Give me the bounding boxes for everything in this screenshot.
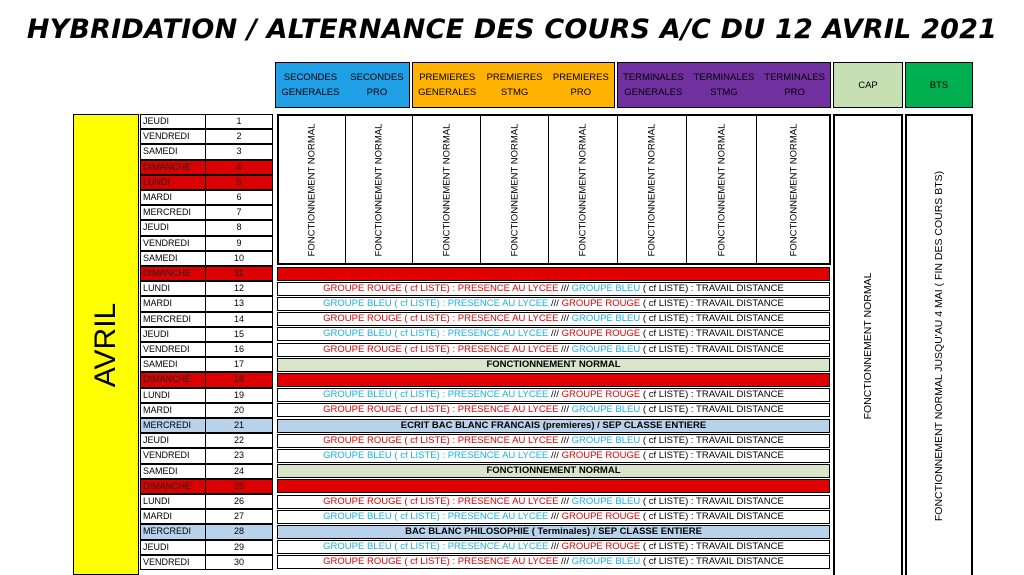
day-row <box>140 327 273 342</box>
day-row <box>140 494 273 509</box>
band-segment: GROUPE BLEU <box>571 282 641 294</box>
day-row <box>140 342 273 357</box>
band-segment: /// <box>558 313 572 325</box>
day-name: JEUDI <box>140 114 206 129</box>
schedule-band <box>277 449 830 463</box>
day-name: MARDI <box>140 509 206 524</box>
schedule-band <box>277 434 830 448</box>
day-number: 30 <box>206 555 273 570</box>
band-segment: ( cf LISTE) : TRAVAIL DISTANCE <box>640 541 784 553</box>
band-segment: ( cf LISTE) : TRAVAIL DISTANCE <box>640 298 784 309</box>
day-row <box>140 175 273 190</box>
schedule-band <box>277 540 830 554</box>
header-bts <box>905 62 973 108</box>
day-number: 3 <box>206 144 273 159</box>
normal-column-text: FONCTIONNEMENT NORMAL <box>441 123 452 256</box>
day-number: 29 <box>206 540 273 555</box>
header-terminales-label: TERMINALES STMG <box>693 72 755 98</box>
day-row <box>140 372 273 387</box>
schedule-band <box>277 464 830 478</box>
day-row <box>140 509 273 524</box>
day-name: DIMANCHE <box>140 266 206 281</box>
band-segment: /// <box>548 541 562 553</box>
day-number: 4 <box>206 160 273 175</box>
day-name: MARDI <box>140 403 206 418</box>
day-number: 18 <box>206 372 273 387</box>
header-secondes-label: SECONDES GENERALES <box>281 72 340 98</box>
day-row <box>140 403 273 418</box>
normal-column <box>548 114 617 265</box>
day-number: 7 <box>206 205 273 220</box>
band-segment: FONCTIONNEMENT NORMAL <box>486 465 621 477</box>
band-segment: ( cf LISTE) : TRAVAIL DISTANCE <box>640 404 784 416</box>
band-segment: GROUPE ROUGE <box>561 541 641 553</box>
day-number: 1 <box>206 114 273 129</box>
day-row <box>140 464 273 479</box>
normal-column-text: FONCTIONNEMENT NORMAL <box>373 123 385 256</box>
band-segment: GROUPE BLEU ( cf LISTE) : PRESENCE AU LYCEE <box>323 450 549 461</box>
day-row <box>140 160 273 175</box>
normal-column <box>277 114 345 265</box>
day-name: VENDREDI <box>140 236 206 251</box>
band-segment: /// <box>558 282 572 294</box>
day-number: 27 <box>206 509 273 524</box>
day-row <box>140 312 273 327</box>
band-segment: /// <box>558 495 572 507</box>
schedule-band <box>277 267 830 281</box>
band-segment: GROUPE ROUGE ( cf LISTE) : PRESENCE AU LYCEE <box>323 282 559 294</box>
header-cap-label: CAP <box>858 79 878 91</box>
schedule-band <box>277 555 830 569</box>
header-premieres <box>412 62 615 108</box>
header-terminales <box>617 62 831 108</box>
band-segment: GROUPE BLEU ( cf LISTE) : PRESENCE AU LYCEE <box>323 389 549 401</box>
day-name: LUNDI <box>140 494 206 509</box>
band-segment: GROUPE BLEU <box>571 313 641 325</box>
day-number: 28 <box>206 524 273 539</box>
cap-column <box>833 114 903 575</box>
band-segment: GROUPE ROUGE <box>561 510 641 522</box>
day-number: 24 <box>206 464 273 479</box>
day-name: VENDREDI <box>140 448 206 463</box>
day-name: SAMEDI <box>140 464 206 479</box>
band-segment: GROUPE ROUGE ( cf LISTE) : PRESENCE AU LYCEE <box>323 434 559 446</box>
band-segment: GROUPE ROUGE ( cf LISTE) : PRESENCE AU LYCEE <box>323 495 559 507</box>
day-name: DIMANCHE <box>140 479 206 494</box>
day-number: 26 <box>206 494 273 509</box>
band-segment: GROUPE BLEU <box>571 404 641 416</box>
schedule-band <box>277 479 830 493</box>
day-name: MERCREDI <box>140 312 206 327</box>
schedule-band <box>277 297 830 311</box>
day-name: VENDREDI <box>140 129 206 144</box>
schedule-band <box>277 282 830 296</box>
band-segment: /// <box>558 343 572 355</box>
day-name: JEUDI <box>140 433 206 448</box>
bts-text: FONCTIONNEMENT NORMAL JUSQU'AU 4 MAI ( FIN DES COURS BTS) <box>933 170 945 521</box>
header-secondes <box>275 62 410 108</box>
day-number: 6 <box>206 190 273 205</box>
schedule-band <box>277 312 830 326</box>
header-terminales-label: TERMINALES PRO <box>764 72 825 98</box>
day-name: DIMANCHE <box>140 372 206 387</box>
cap-text: FONCTIONNEMENT NORMAL <box>862 272 874 419</box>
day-row <box>140 114 273 129</box>
day-name: MARDI <box>140 190 206 205</box>
band-segment: /// <box>558 434 572 446</box>
band-segment: GROUPE BLEU <box>571 434 641 446</box>
page-title: HYBRIDATION / ALTERNANCE DES COURS A/C DU 12 AVRIL 2021 <box>26 14 998 45</box>
band-segment: ( cf LISTE) : TRAVAIL DISTANCE <box>640 282 784 294</box>
day-number: 2 <box>206 129 273 144</box>
band-segment: GROUPE ROUGE <box>561 389 641 401</box>
day-number: 8 <box>206 220 273 235</box>
day-row <box>140 281 273 296</box>
band-segment: GROUPE BLEU <box>571 495 641 507</box>
normal-column <box>756 114 831 265</box>
day-row <box>140 418 273 433</box>
band-segment: GROUPE BLEU ( cf LISTE) : PRESENCE AU LYCEE <box>323 298 549 309</box>
bts-column <box>905 114 973 575</box>
band-segment: /// <box>548 450 562 461</box>
day-row <box>140 205 273 220</box>
day-row <box>140 540 273 555</box>
header-bts-label: BTS <box>929 79 949 91</box>
band-segment: ( cf LISTE) : TRAVAIL DISTANCE <box>640 313 784 325</box>
day-name: SAMEDI <box>140 251 206 266</box>
month-label <box>73 114 139 575</box>
band-segment: FONCTIONNEMENT NORMAL <box>486 358 621 370</box>
day-row <box>140 251 273 266</box>
schedule-band <box>277 358 830 372</box>
day-name: VENDREDI <box>140 555 206 570</box>
header-premieres-label: PREMIERES GENERALES <box>418 72 477 98</box>
day-name: JEUDI <box>140 327 206 342</box>
band-segment: GROUPE BLEU ( cf LISTE) : PRESENCE AU LYCEE <box>323 541 549 553</box>
day-name: SAMEDI <box>140 144 206 159</box>
band-segment: GROUPE ROUGE ( cf LISTE) : PRESENCE AU LYCEE <box>323 556 559 568</box>
band-segment: ( cf LISTE) : TRAVAIL DISTANCE <box>640 556 784 568</box>
normal-column <box>412 114 480 265</box>
day-name: MERCREDI <box>140 524 206 539</box>
band-segment: /// <box>548 298 562 309</box>
band-segment: ECRIT BAC BLANC FRANCAIS (premieres) / SEP CLASSE ENTIERE <box>400 419 707 431</box>
day-number: 23 <box>206 448 273 463</box>
header-cap <box>833 62 903 108</box>
day-name: MARDI <box>140 296 206 311</box>
day-number: 13 <box>206 296 273 311</box>
day-name: JEUDI <box>140 540 206 555</box>
day-number: 20 <box>206 403 273 418</box>
normal-column <box>686 114 756 265</box>
schedule-band <box>277 403 830 417</box>
day-number: 21 <box>206 418 273 433</box>
day-name: DIMANCHE <box>140 160 206 175</box>
header-terminales-label: TERMINALES GENERALES <box>622 72 684 98</box>
band-segment: ( cf LISTE) : TRAVAIL DISTANCE <box>640 328 784 340</box>
day-row <box>140 144 273 159</box>
day-row <box>140 433 273 448</box>
schedule-band <box>277 388 830 402</box>
day-name: SAMEDI <box>140 357 206 372</box>
day-row <box>140 296 273 311</box>
band-segment: ( cf LISTE) : TRAVAIL DISTANCE <box>640 343 784 355</box>
normal-column-text: FONCTIONNEMENT NORMAL <box>577 123 589 256</box>
band-segment: BAC BLANC PHILOSOPHIE ( Terminales) / SEP CLASSE ENTIERE <box>405 526 702 537</box>
day-number: 14 <box>206 312 273 327</box>
day-number: 5 <box>206 175 273 190</box>
day-number: 9 <box>206 236 273 251</box>
band-segment: /// <box>548 389 562 401</box>
schedule-band <box>277 343 830 357</box>
day-number: 12 <box>206 281 273 296</box>
normal-column-text: FONCTIONNEMENT NORMAL <box>646 123 658 256</box>
header-premieres-label: PREMIERES STMG <box>486 72 543 98</box>
band-segment: ( cf LISTE) : TRAVAIL DISTANCE <box>640 450 784 461</box>
day-number: 15 <box>206 327 273 342</box>
day-row <box>140 220 273 235</box>
band-segment: GROUPE BLEU ( cf LISTE) : PRESENCE AU LYCEE <box>323 510 549 522</box>
day-row <box>140 388 273 403</box>
band-segment: ( cf LISTE) : TRAVAIL DISTANCE <box>640 495 784 507</box>
day-name: MERCREDI <box>140 205 206 220</box>
normal-column-text: FONCTIONNEMENT NORMAL <box>788 123 800 256</box>
day-number: 10 <box>206 251 273 266</box>
day-number: 19 <box>206 388 273 403</box>
schedule-band <box>277 373 830 387</box>
day-name: VENDREDI <box>140 342 206 357</box>
schedule-band <box>277 510 830 524</box>
day-row <box>140 357 273 372</box>
day-number: 17 <box>206 357 273 372</box>
day-name: LUNDI <box>140 281 206 296</box>
day-row <box>140 555 273 570</box>
day-name: LUNDI <box>140 175 206 190</box>
day-name: LUNDI <box>140 388 206 403</box>
normal-column <box>617 114 686 265</box>
day-row <box>140 266 273 281</box>
day-number: 16 <box>206 342 273 357</box>
day-row <box>140 236 273 251</box>
day-row <box>140 190 273 205</box>
header-secondes-label: SECONDES PRO <box>350 72 404 98</box>
normal-column-text: FONCTIONNEMENT NORMAL <box>509 123 520 256</box>
band-segment: GROUPE ROUGE ( cf LISTE) : PRESENCE AU LYCEE <box>323 343 559 355</box>
normal-column-text: FONCTIONNEMENT NORMAL <box>306 123 317 256</box>
schedule-band <box>277 525 830 539</box>
day-row <box>140 129 273 144</box>
day-number: 11 <box>206 266 273 281</box>
day-row <box>140 479 273 494</box>
band-segment: GROUPE BLEU <box>571 556 641 568</box>
day-row <box>140 448 273 463</box>
day-name: MERCREDI <box>140 418 206 433</box>
schedule-band <box>277 419 830 433</box>
band-segment: ( cf LISTE) : TRAVAIL DISTANCE <box>640 510 784 522</box>
band-segment: /// <box>558 556 572 568</box>
band-segment: GROUPE BLEU ( cf LISTE) : PRESENCE AU LYCEE <box>323 328 549 340</box>
band-segment: /// <box>548 510 562 522</box>
day-name: JEUDI <box>140 220 206 235</box>
band-segment: ( cf LISTE) : TRAVAIL DISTANCE <box>640 389 784 401</box>
normal-column-text: FONCTIONNEMENT NORMAL <box>716 123 727 256</box>
band-segment: GROUPE ROUGE <box>561 450 641 461</box>
schedule-band <box>277 495 830 509</box>
band-segment: GROUPE BLEU <box>571 343 641 355</box>
band-segment: GROUPE ROUGE <box>561 328 641 340</box>
day-number: 22 <box>206 433 273 448</box>
band-segment: GROUPE ROUGE ( cf LISTE) : PRESENCE AU LYCEE <box>323 404 559 416</box>
header-premieres-label: PREMIERES PRO <box>552 72 609 98</box>
band-segment: ( cf LISTE) : TRAVAIL DISTANCE <box>640 434 784 446</box>
month-text: AVRIL <box>89 302 122 387</box>
band-segment: /// <box>548 328 562 340</box>
schedule-band <box>277 327 830 341</box>
normal-column <box>345 114 412 265</box>
normal-column <box>480 114 548 265</box>
band-segment: GROUPE ROUGE ( cf LISTE) : PRESENCE AU LYCEE <box>323 313 559 325</box>
band-segment: GROUPE ROUGE <box>561 298 641 309</box>
day-number: 25 <box>206 479 273 494</box>
band-segment: /// <box>558 404 572 416</box>
day-row <box>140 524 273 539</box>
